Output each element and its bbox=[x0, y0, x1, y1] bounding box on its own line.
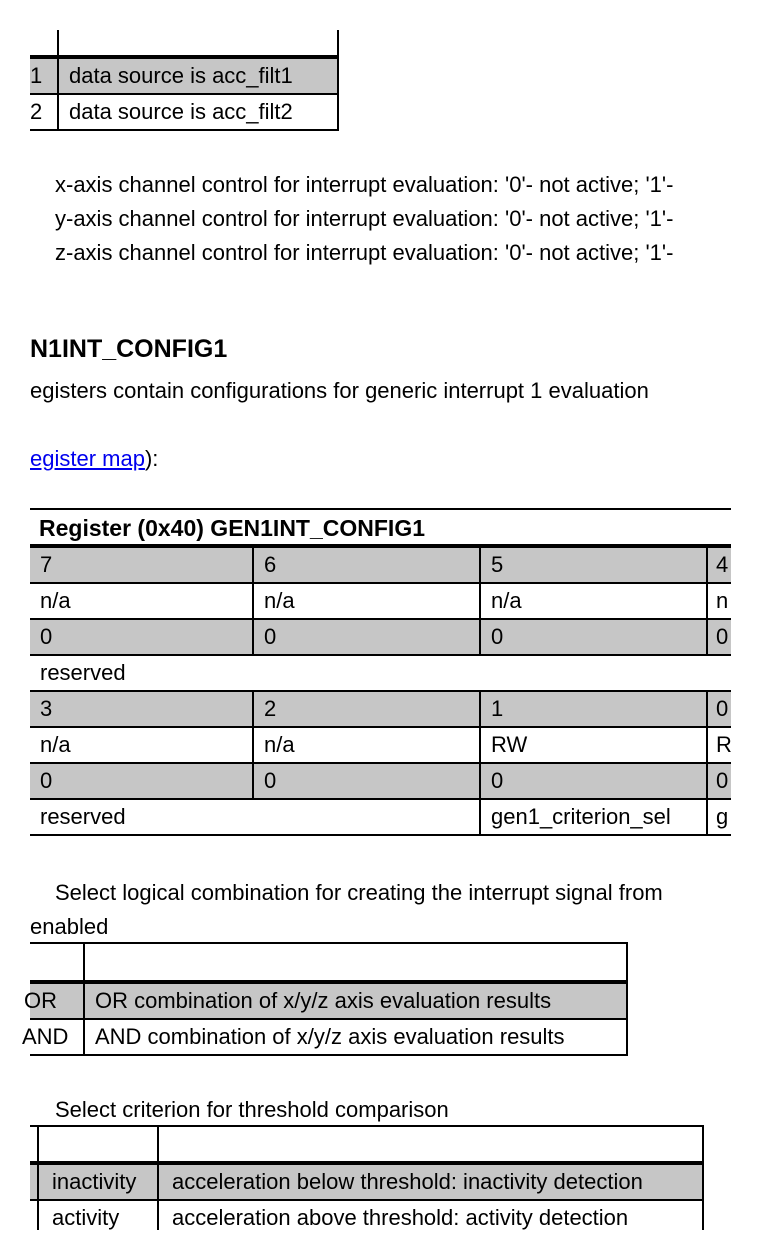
table-divider bbox=[83, 942, 85, 980]
reset-value-cell: 0 bbox=[252, 620, 480, 656]
bit-number-cell: 4 bbox=[706, 548, 731, 584]
reset-value-cell: 0 bbox=[30, 764, 253, 800]
table-divider bbox=[157, 1125, 159, 1163]
field-name-cell: reserved bbox=[30, 800, 480, 836]
combination-description-cont: enabled bbox=[30, 914, 109, 939]
table-cell-value: inactivity bbox=[37, 1165, 158, 1201]
table-divider bbox=[37, 1125, 39, 1163]
table-divider bbox=[702, 1125, 704, 1163]
bit-number-cell: 5 bbox=[479, 548, 707, 584]
table-divider bbox=[337, 30, 339, 58]
reset-value-cell: 0 bbox=[706, 620, 731, 656]
access-cell: n/a bbox=[30, 584, 253, 620]
table-top-rule bbox=[30, 1125, 704, 1127]
bit-number-cell: 7 bbox=[30, 548, 253, 584]
register-map-link[interactable]: egister map bbox=[30, 446, 145, 471]
table-top-rule bbox=[30, 942, 628, 944]
access-cell: n/a bbox=[30, 728, 253, 764]
table-top-rule bbox=[30, 508, 731, 510]
access-cell: n/a bbox=[252, 584, 480, 620]
section-heading: N1INT_CONFIG1 bbox=[30, 335, 228, 363]
link-suffix: ): bbox=[144, 446, 159, 471]
reset-value-cell: 0 bbox=[479, 620, 707, 656]
reset-value-cell: 0 bbox=[252, 764, 480, 800]
access-cell: n bbox=[706, 584, 731, 620]
register-map-reference bbox=[30, 446, 158, 472]
table-cell-value: AND bbox=[30, 1020, 84, 1056]
access-cell: n/a bbox=[252, 728, 480, 764]
bit-number-cell: 1 bbox=[479, 692, 707, 728]
reset-value-cell: 0 bbox=[706, 764, 731, 800]
table-cell-value: OR bbox=[30, 984, 84, 1020]
bit-number-cell: 0 bbox=[706, 692, 731, 728]
table-cell-value: 2 bbox=[30, 95, 58, 131]
bit-number-cell: 3 bbox=[30, 692, 253, 728]
table-cell-desc: acceleration below threshold: inactivity detection bbox=[157, 1165, 704, 1201]
table-cell-desc: data source is acc_filt2 bbox=[57, 95, 339, 131]
bit-number-cell: 6 bbox=[252, 548, 480, 584]
bit-number-cell: 2 bbox=[252, 692, 480, 728]
table-cell-value: 1 bbox=[30, 59, 58, 95]
access-cell: R bbox=[706, 728, 731, 764]
field-name-cell: reserved bbox=[30, 656, 731, 692]
table-cell-desc: acceleration above threshold: activity detection bbox=[157, 1201, 704, 1230]
table-cell-value: activity bbox=[37, 1201, 158, 1230]
y-axis-control-text: y-axis channel control for interrupt evaluation: '0'- not active; '1'- bbox=[55, 206, 674, 231]
x-axis-control-text: x-axis channel control for interrupt evaluation: '0'- not active; '1'- bbox=[55, 172, 674, 197]
field-name-cell: gen1_criterion_sel bbox=[479, 800, 707, 836]
table-cell-desc: AND combination of x/y/z axis evaluation results bbox=[83, 1020, 628, 1056]
section-description: egisters contain configurations for generic interrupt 1 evaluation bbox=[30, 378, 649, 403]
table-divider bbox=[57, 30, 59, 58]
register-title: Register (0x40) GEN1INT_CONFIG1 bbox=[39, 515, 426, 541]
criterion-description: Select criterion for threshold comparison bbox=[55, 1097, 449, 1122]
combination-description: Select logical combination for creating the interrupt signal from bbox=[55, 880, 663, 905]
access-cell: RW bbox=[479, 728, 707, 764]
field-name-cell: g bbox=[706, 800, 731, 836]
bottom-mask bbox=[0, 1230, 761, 1260]
access-cell: n/a bbox=[479, 584, 707, 620]
reset-value-cell: 0 bbox=[30, 620, 253, 656]
table-cell-desc: OR combination of x/y/z axis evaluation results bbox=[83, 984, 628, 1020]
z-axis-control-text: z-axis channel control for interrupt evaluation: '0'- not active; '1'- bbox=[55, 240, 674, 265]
table-cell-desc: data source is acc_filt1 bbox=[57, 59, 339, 95]
table-divider bbox=[626, 942, 628, 980]
reset-value-cell: 0 bbox=[479, 764, 707, 800]
